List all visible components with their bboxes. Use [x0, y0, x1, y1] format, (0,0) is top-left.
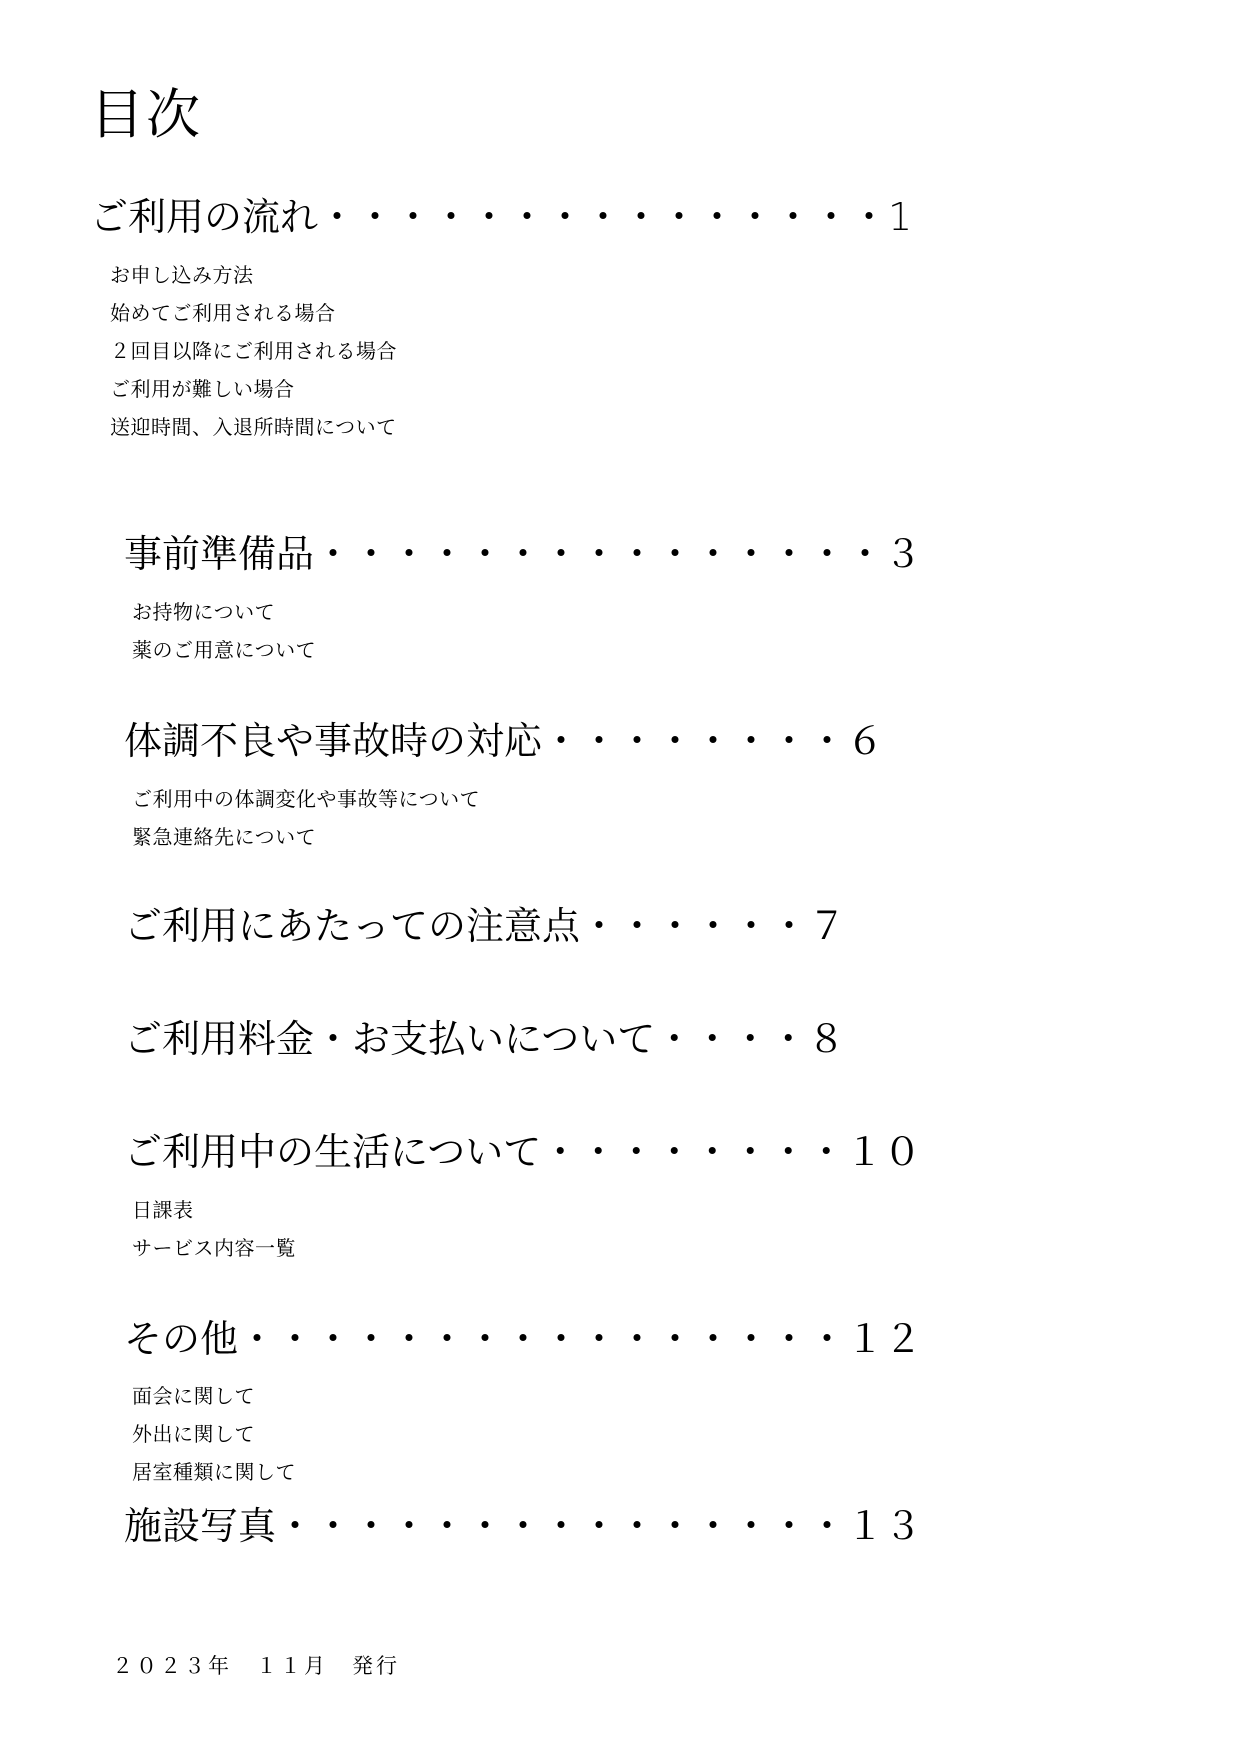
- toc-entry-title: 体調不良や事故時の対応: [124, 719, 543, 763]
- toc-subitems: [132, 593, 316, 669]
- toc-page-number: ８: [807, 1017, 846, 1061]
- toc-page-number: １２: [846, 1317, 923, 1361]
- toc-subitem: ご利用が難しい場合: [110, 377, 295, 401]
- toc-entry-notes: [124, 904, 847, 948]
- toc-subitem: 緊急連絡先について: [132, 825, 317, 849]
- toc-subitem: サービス内容一覧: [132, 1236, 296, 1260]
- toc-entry-photos: [124, 1504, 923, 1548]
- toc-subitem: 居室種類に関して: [132, 1460, 296, 1484]
- toc-subitems: [132, 1377, 296, 1491]
- toc-subitems: [132, 1191, 296, 1267]
- toc-page-number: ７: [808, 904, 847, 948]
- toc-leader-dots: ・・・・・・・・: [541, 1130, 846, 1174]
- toc-page-number: 1: [888, 195, 913, 239]
- toc-entry-other: [124, 1317, 923, 1361]
- toc-leader-dots: ・・・・・・・・・・・・・・・: [314, 532, 885, 576]
- toc-subitems: [132, 780, 480, 856]
- toc-subitem: お持物について: [132, 600, 276, 624]
- toc-entry-title: ご利用料金・お支払いについて: [124, 1017, 656, 1061]
- toc-entry-fees: [124, 1017, 846, 1061]
- page-title: 目次: [90, 83, 202, 146]
- toc-entry-usage-flow: [90, 195, 913, 239]
- toc-entry-emergency: [124, 719, 885, 763]
- toc-entry-title: 施設写真: [124, 1504, 277, 1548]
- toc-leader-dots: ・・・・・・・・・・・・・・・: [276, 1504, 847, 1548]
- toc-subitem: 始めてご利用される場合: [110, 301, 336, 325]
- toc-leader-dots: ・・・・・・・・・・・・・・・: [318, 195, 889, 239]
- toc-leader-dots: ・・・・: [655, 1017, 808, 1061]
- toc-subitem: ２回目以降にご利用される場合: [110, 339, 397, 363]
- toc-entry-preparation: [124, 532, 923, 576]
- toc-leader-dots: ・・・・・・・・・・・・・・・・: [238, 1317, 847, 1361]
- toc-page-number: １０: [845, 1130, 922, 1174]
- toc-leader-dots: ・・・・・・: [580, 904, 809, 948]
- toc-subitem: 送迎時間、入退所時間について: [110, 415, 397, 439]
- toc-subitem: お申し込み方法: [110, 263, 254, 287]
- toc-entry-daily-life: [124, 1130, 922, 1174]
- toc-subitem: 面会に関して: [132, 1384, 255, 1408]
- toc-page-number: ３: [884, 532, 923, 576]
- toc-entry-title: ご利用の流れ: [90, 195, 319, 239]
- toc-page-number: ６: [846, 719, 885, 763]
- toc-entry-title: その他: [124, 1317, 239, 1361]
- toc-subitem: 日課表: [132, 1198, 194, 1222]
- toc-subitems: [110, 256, 397, 446]
- toc-page-number: １３: [846, 1504, 923, 1548]
- issue-date: ２０２３年 １１月 発行: [112, 1654, 400, 1678]
- toc-entry-title: ご利用にあたっての注意点: [124, 904, 581, 948]
- toc-subitem: 薬のご用意について: [132, 638, 317, 662]
- toc-entry-title: ご利用中の生活について: [124, 1130, 542, 1174]
- toc-subitem: ご利用中の体調変化や事故等について: [132, 787, 481, 811]
- toc-subitem: 外出に関して: [132, 1422, 255, 1446]
- toc-entry-title: 事前準備品: [124, 532, 315, 576]
- toc-leader-dots: ・・・・・・・・: [542, 719, 847, 763]
